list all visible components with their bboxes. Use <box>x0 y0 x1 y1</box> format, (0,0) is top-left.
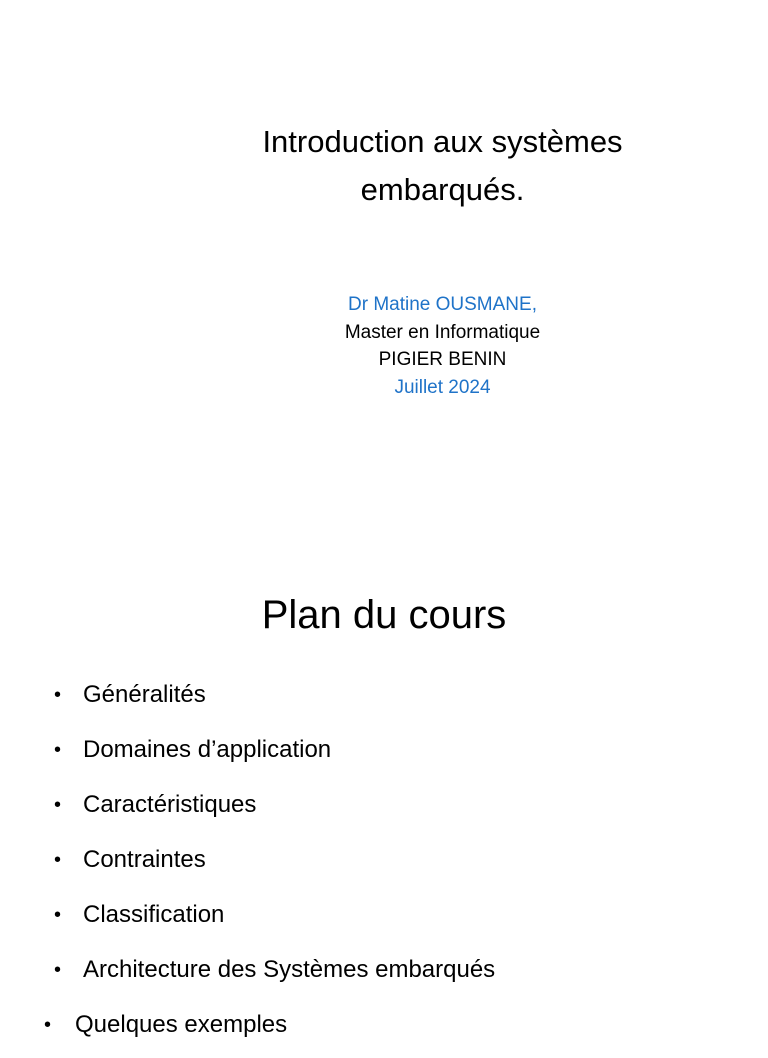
bullet-icon: • <box>54 794 62 816</box>
bullet-icon: • <box>54 684 62 706</box>
title-line-2: embarqués. <box>360 172 525 207</box>
bullet-icon: • <box>54 904 62 926</box>
author-name: Dr Matine OUSMANE, <box>348 294 537 315</box>
list-item-text: Classification <box>83 901 225 928</box>
bullet-icon: • <box>54 849 62 871</box>
list-item-text: Contraintes <box>83 846 206 873</box>
list-item-text: Généralités <box>83 681 206 708</box>
title-line-1: Introduction aux systèmes <box>262 124 623 159</box>
author-degree: Master en Informatique <box>344 321 541 343</box>
list-item-text: Architecture des Systèmes embarqués <box>83 956 496 983</box>
presenter-info <box>150 291 735 401</box>
list-item-text: Quelques exemples <box>75 1011 288 1038</box>
bullet-icon: • <box>54 739 62 761</box>
plan-slide <box>0 540 768 1038</box>
bullet-icon: • <box>54 959 62 981</box>
presentation-title <box>150 118 735 214</box>
plan-title: Plan du cours <box>261 593 507 637</box>
list-item-text: Caractéristiques <box>83 791 257 818</box>
presentation-date: Juillet 2024 <box>394 376 491 398</box>
list-item-text: Domaines d’application <box>83 736 332 763</box>
bullet-icon: • <box>44 1014 52 1036</box>
school-name: PIGIER BENIN <box>378 349 507 370</box>
